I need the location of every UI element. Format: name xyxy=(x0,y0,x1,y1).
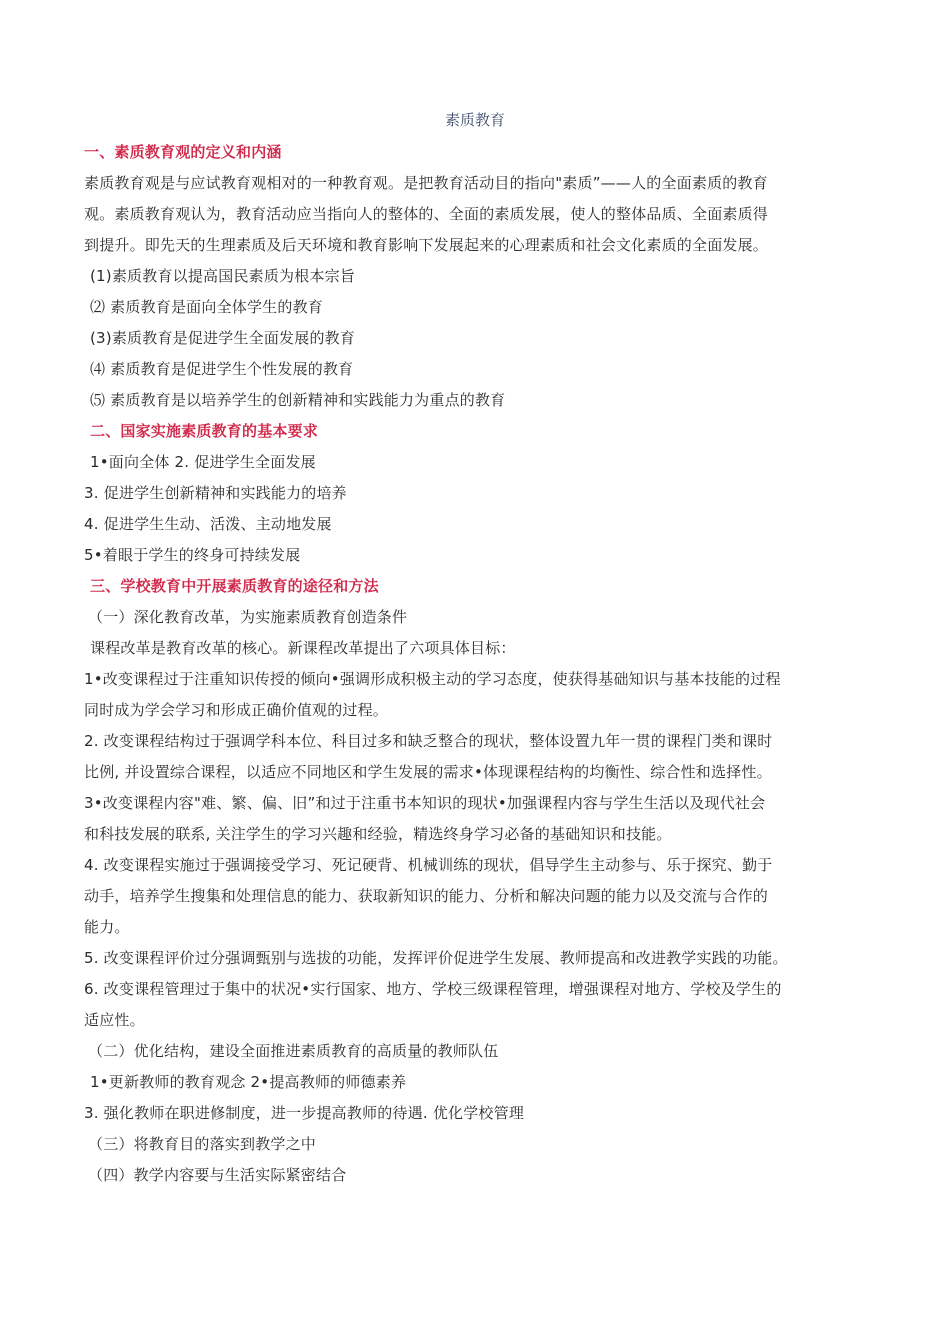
section-heading-3: 三、学校教育中开展素质教育的途径和方法 xyxy=(90,577,379,595)
list-item: ⑵ 素质教育是面向全体学生的教育 xyxy=(90,298,323,316)
list-item: ⑸ 素质教育是以培养学生的创新精神和实践能力为重点的教育 xyxy=(90,391,506,409)
goal-line: 1•改变课程过于注重知识传授的倾向•强调形成积极主动的学习态度，使获得基础知识与基本技能的过程 xyxy=(84,670,781,688)
goal-line: 和科技发展的联系, 关注学生的学习兴趣和经验，精选终身学习必备的基础知识和技能。 xyxy=(84,825,672,843)
list-item: 3. 强化教师在职进修制度，进一步提高教师的待遇. 优化学校管理 xyxy=(84,1104,525,1122)
paragraph-line: 观。素质教育观认为，教育活动应当指向人的整体的、全面的素质发展，使人的整体品质、全面素质得 xyxy=(84,205,769,223)
subheading: （三）将教育目的落实到教学之中 xyxy=(88,1135,317,1153)
list-item: 1•更新教师的教育观念 2•提高教师的师德素养 xyxy=(90,1073,407,1091)
list-item: 4. 促进学生生动、活泼、主动地发展 xyxy=(84,515,332,533)
section-heading-1: 一、素质教育观的定义和内涵 xyxy=(84,143,282,161)
goal-line: 动手，培养学生搜集和处理信息的能力、获取新知识的能力、分析和解决问题的能力以及交流与合作的 xyxy=(84,887,769,905)
list-item: 1•面向全体 2. 促进学生全面发展 xyxy=(90,453,316,471)
list-item: 3. 促进学生创新精神和实践能力的培养 xyxy=(84,484,347,502)
subheading: （二）优化结构，建设全面推进素质教育的高质量的教师队伍 xyxy=(88,1042,499,1060)
section-heading-2: 二、国家实施素质教育的基本要求 xyxy=(90,422,319,440)
list-item: ⑷ 素质教育是促进学生个性发展的教育 xyxy=(90,360,354,378)
goal-line: 2. 改变课程结构过于强调学科本位、科目过多和缺乏整合的现状，整体设置九年一贯的课程门类和课时 xyxy=(84,732,773,750)
list-item: 5•着眼于学生的终身可持续发展 xyxy=(84,546,301,564)
goal-line: 比例, 并设置综合课程，以适应不同地区和学生发展的需求•体现课程结构的均衡性、综合性和选择性。 xyxy=(84,763,772,781)
subheading: （四）教学内容要与生活实际紧密结合 xyxy=(88,1166,347,1184)
document-body xyxy=(84,137,869,1191)
goal-line: 能力。 xyxy=(84,918,130,936)
list-item: (1)素质教育以提高国民素质为根本宗旨 xyxy=(90,267,356,285)
goal-line: 3•改变课程内容"难、繁、偏、旧”和过于注重书本知识的现状•加强课程内容与学生生活以及现代社会 xyxy=(84,794,766,812)
paragraph-line: 到提升。即先天的生理素质及后天环境和教育影响下发展起来的心理素质和社会文化素质的全面发展。 xyxy=(84,236,769,254)
list-item: (3)素质教育是促进学生全面发展的教育 xyxy=(90,329,356,347)
goal-line: 4. 改变课程实施过于强调接受学习、死记硬背、机械训练的现状，倡导学生主动参与、乐于探究、勤于 xyxy=(84,856,773,874)
paragraph-line: 课程改革是教育改革的核心。新课程改革提出了六项具体目标： xyxy=(90,639,516,657)
goal-line: 5. 改变课程评价过分强调甄别与选拔的功能，发挥评价促进学生发展、教师提高和改进教学实践的功能。 xyxy=(84,949,788,967)
goal-line: 6. 改变课程管理过于集中的状况•实行国家、地方、学校三级课程管理，增强课程对地方、学校及学生的 xyxy=(84,980,782,998)
document-title: 素质教育 xyxy=(444,111,505,129)
goal-line: 同时成为学会学习和形成正确价值观的过程。 xyxy=(84,701,389,719)
paragraph-line: 素质教育观是与应试教育观相对的一种教育观。是把教育活动目的指向"素质”——人的全面素质的教育 xyxy=(84,174,768,192)
goal-line: 适应性。 xyxy=(84,1011,145,1029)
subheading: （一）深化教育改革，为实施素质教育创造条件 xyxy=(88,608,408,626)
